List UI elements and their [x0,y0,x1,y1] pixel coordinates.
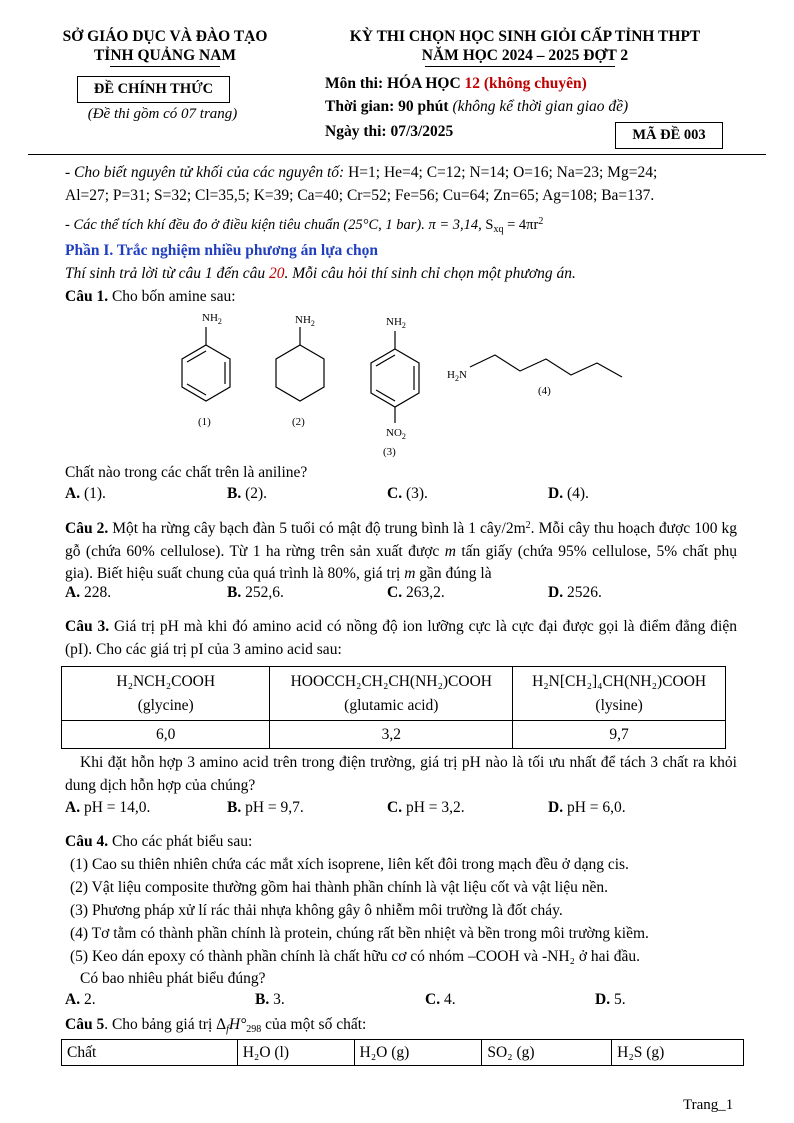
q1-s1-nh2: $NH_2$ [202,312,222,326]
q2-text-a: Một ha rừng cây bạch đàn 5 tuổi có mật độ trung bình là 1 cây/2m [108,520,526,537]
q1-option-d[interactable]: D. (4). [548,485,589,502]
exam-line1: KỲ THI CHỌN HỌC SINH GIỎI CẤP TỈNH THPT [349,28,701,45]
header-divider [28,154,766,155]
q1-label: Câu 1. [65,288,109,305]
q4-label: Câu 4. [65,833,109,850]
exam-code: MÃ ĐỀ 003 [632,127,706,143]
q3-prompt [65,616,737,661]
exam-line2: NĂM HỌC 2024 – 2025 ĐỢT 2 [421,47,629,64]
q3-pi-glycine: 6,0 [62,721,270,749]
q1-question: Chất nào trong các chất trên là aniline? [65,464,308,481]
q3-options [65,799,745,821]
q2-option-c[interactable]: C. 263,2. [387,584,445,601]
q5-header-h2o-l: H₂O (l) [237,1040,354,1066]
q1-s4-h2n: $H_2N$ [447,369,467,383]
page-number: Trang_1 [683,1097,734,1113]
q3-cell-lysine: H₂N[CH₂]₄CH(NH₂)COOH (lysine) [513,667,726,721]
q3-pi-table [61,666,726,749]
q1-s3-no2: $NO_2$ [386,427,406,441]
official-label-box [77,76,230,103]
q3-cell-glycine: H₂NCH₂COOH (glycine) [62,667,270,721]
q3-option-c[interactable]: C. pH = 3,2. [387,799,465,816]
q1-s3-nh2: $NH_2$ [386,316,406,330]
part1-title: Phần I. Trắc nghiệm nhiều phương án lựa chọn [65,242,379,259]
sxq-sub: xq [493,224,504,235]
exam-header [320,27,730,65]
q1-structures [150,305,650,460]
q1-label-2: (2) [292,416,305,428]
subject-highlight: 12 (không chuyên) [464,75,587,92]
sxq-rhs: = 4πr [503,217,539,233]
q3-option-b[interactable]: B. pH = 9,7. [227,799,304,816]
q1-options [65,485,745,507]
q1-option-b[interactable]: B. (2). [227,485,268,502]
header-underline-right [425,66,615,67]
q2-text-d: gần đúng là [415,565,492,582]
q5-sub-f: f [226,1024,229,1035]
atomic-prefix: - Cho biết nguyên tử khối của các nguyên tố: [65,164,349,181]
instr-a: Thí sinh trả lời từ câu 1 đến câu [65,265,270,282]
q1-label-3: (3) [383,446,396,458]
q5-label: Câu 5 [65,1016,105,1033]
atomic-line1: H=1; He=4; C=12; N=14; O=16; Na=23; Mg=24; [348,164,658,181]
q4-statement-3: (3) Phương pháp xử lí rác thải nhựa không gây ô nhiễm môi trường là đốt cháy. [70,902,563,919]
exam-code-box [615,122,723,149]
q2-text-c: tấn giấy (chứa 95% cellulose, 5% chất phụ gia). Biết hiệu suất chung của quá trình là 80%, giá trị [65,542,737,582]
q5-header-h2o-g: H₂O (g) [354,1040,482,1066]
page-count-note: (Đề thi gồm có 07 trang) [87,106,238,122]
q2-options [65,584,745,606]
q3-label: Câu 3. [65,618,110,635]
q4-statement-5: (5) Keo dán epoxy có thành phần chính là chất hữu cơ có nhóm –COOH và -NH₂ ở hai đầu. [70,948,640,965]
q5-header-h2s-g: H₂S (g) [612,1040,744,1066]
q4-statement-4: (4) Tơ tằm có thành phần chính là protein, chúng rất bền nhiệt và bền trong môi trường kiềm. [70,925,649,942]
q2-var-m: m [444,542,456,560]
q3-option-a[interactable]: A. pH = 14,0. [65,799,151,816]
q1-label-4: (4) [538,385,551,397]
header-underline-left [110,66,220,67]
q2-var-m2: m [404,565,416,582]
gas-note [65,211,737,242]
department-line2: TỈNH QUẢNG NAM [93,47,237,64]
q5-text-b: H° [228,1016,247,1033]
q5-enthalpy-table [61,1039,744,1066]
official-label: ĐỀ CHÍNH THỨC [93,81,214,97]
q5-sub-298: 298 [246,1024,262,1035]
q1-option-c[interactable]: C. (3). [387,485,428,502]
gas-note-text: - Các thể tích khí đều đo ở điều kiện tiêu chuẩn (25°C, 1 bar). π = 3,14, [65,217,486,233]
q3-cell-glutamic: HOOCCH₂CH₂CH(NH₂)COOH (glutamic acid) [270,667,513,721]
q1-text: Cho bốn amine sau: [108,288,236,305]
time-note: (không kể thời gian giao đề) [452,98,629,115]
q4-statement-1: (1) Cao su thiên nhiên chứa các mắt xích isoprene, liên kết đôi trong mạch đều ở dạng cis. [70,856,629,873]
q5-header-substance: Chất [62,1040,238,1066]
q4-option-c[interactable]: C. 4. [425,991,456,1008]
q4-option-d[interactable]: D. 5. [595,991,626,1008]
q2-option-a[interactable]: A. 228. [65,584,112,601]
q3-pi-lysine: 9,7 [513,721,726,749]
time-line [325,98,628,116]
q2-text-b: . Mỗi cây thu hoạch được 100 kg gỗ (chứa 60% cellulose). Từ 1 ha rừng trên sản xuất được [65,520,737,560]
q5-prompt [65,1014,737,1042]
q2-option-d[interactable]: D. 2526. [548,584,602,601]
q2-prompt [65,515,737,586]
department-header [40,27,290,65]
sxq-sup: 2 [538,216,544,227]
q3-pi-glutamic: 3,2 [270,721,513,749]
subject-line [325,75,587,93]
q3-text: Giá trị pH mà khi đó amino acid có nồng độ ion lưỡng cực là cực đại được gọi là điểm đẳng điện (pI). Cho các giá trị pI của 3 amino acid sau: [65,618,737,658]
q1-label-1: (1) [198,416,211,428]
exam-date: Ngày thi: 07/3/2025 [325,123,454,140]
q4-question: Có bao nhiêu phát biểu đúng? [80,970,266,987]
q2-label: Câu 2. [65,520,109,537]
q4-option-b[interactable]: B. 3. [255,991,285,1008]
q1-option-a[interactable]: A. (1). [65,485,106,502]
q4-statement-2: (2) Vật liệu composite thường gồm hai thành phần chính là vật liệu cốt và vật liệu nền. [70,879,609,896]
q2-sup: 2 [525,520,531,531]
subject-prefix: Môn thi: HÓA HỌC [325,75,465,92]
q3-option-d[interactable]: D. pH = 6,0. [548,799,626,816]
instr-b: . Mỗi câu hỏi thí sinh chỉ chọn một phương án. [284,265,576,282]
q4-statements [70,853,742,968]
q5-header-so2-g: SO₂ (g) [482,1040,612,1066]
time-prefix: Thời gian: 90 phút [325,98,453,115]
q3-question: Khi đặt hỗn hợp 3 amino acid trên trong điện trường, giá trị pH nào là tối ưu nhất để tách 3 chất ra khỏi dung dịch hỗn hợp của chúng? [65,754,737,794]
q4-option-a[interactable]: A. 2. [65,991,96,1008]
q4-text: Cho các phát biểu sau: [108,833,253,850]
part1-instruction [65,263,737,286]
q5-text-a: . Cho bảng giá trị Δ [104,1016,227,1033]
atomic-mass-note [65,162,737,207]
q1-s2-nh2: $NH_2$ [295,314,315,328]
sxq-s: S [485,217,494,233]
instr-num: 20 [269,265,285,282]
q2-option-b[interactable]: B. 252,6. [227,584,284,601]
q4-prompt [65,831,737,854]
atomic-line2: Al=27; P=31; S=32; Cl=35,5; K=39; Ca=40; Cr=52; Fe=56; Cu=64; Zn=65; Ag=108; Ba=137. [65,186,655,204]
q4-options [65,991,745,1013]
q5-text-c: của một số chất: [261,1016,367,1033]
department-line1: SỞ GIÁO DỤC VÀ ĐÀO TẠO [62,28,268,45]
